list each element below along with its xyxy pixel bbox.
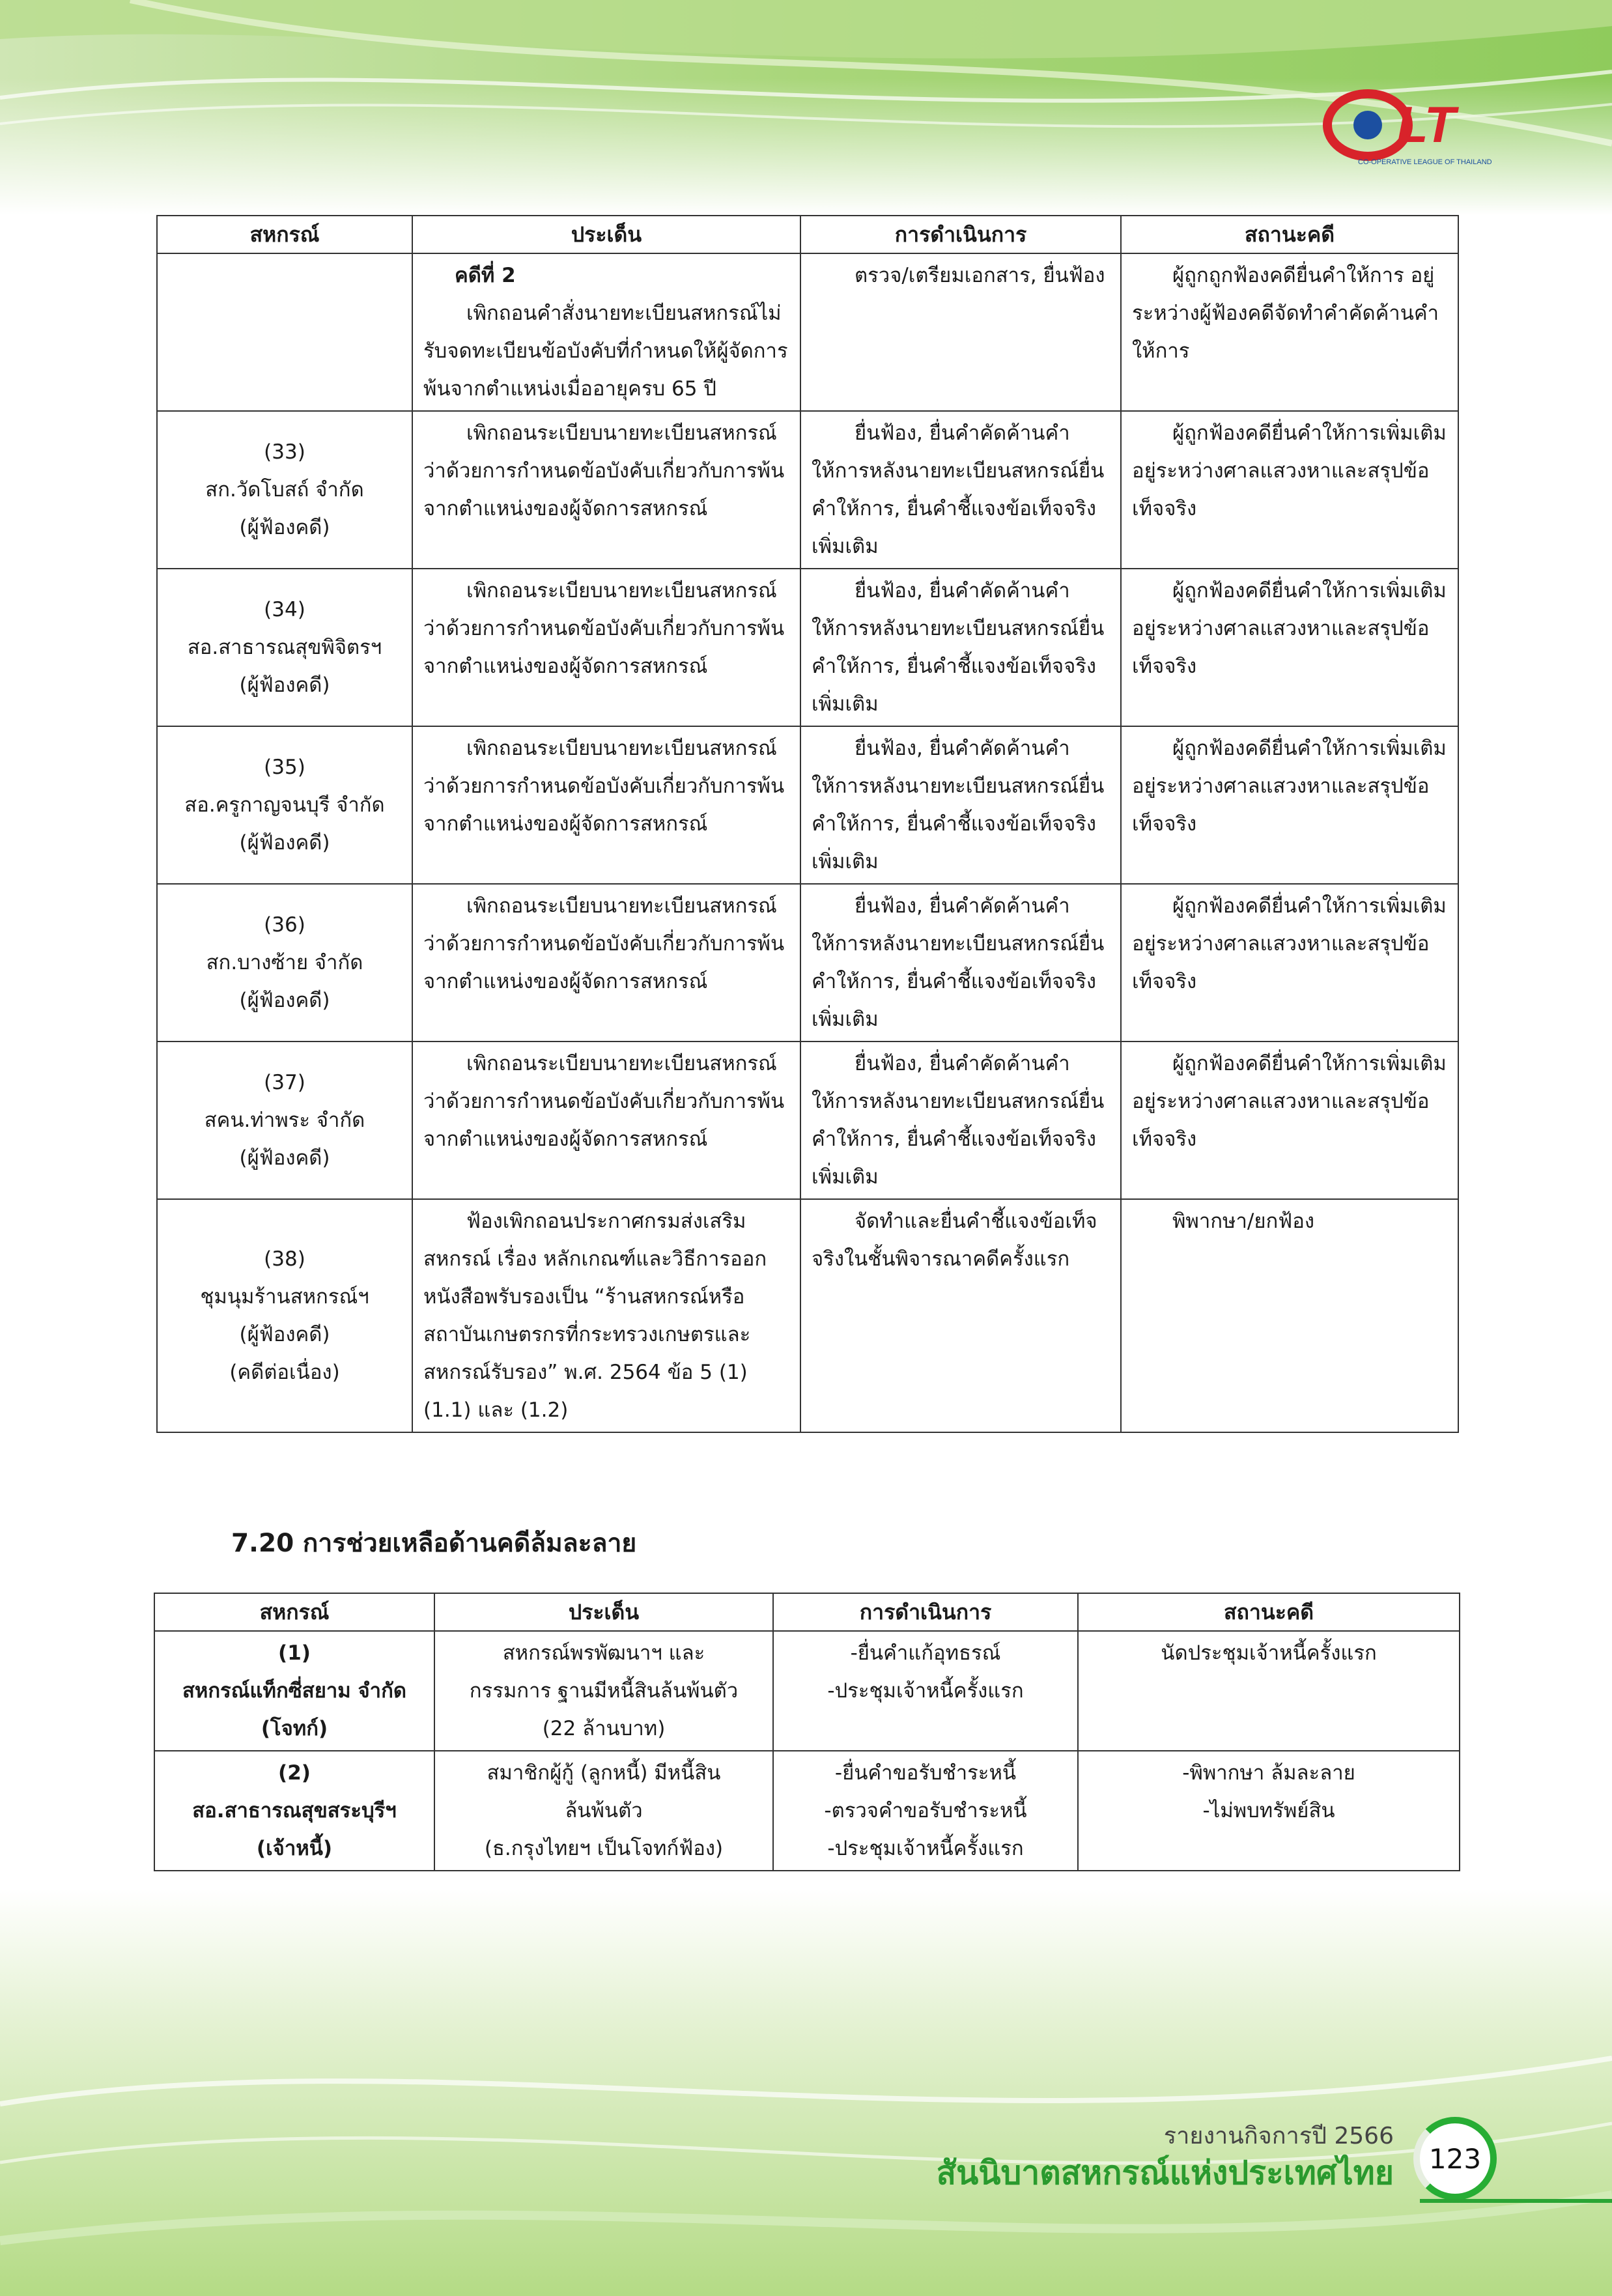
coop-line: สอ.สาธารณสุขสระบุรีฯ xyxy=(192,1799,397,1822)
issue-text: เพิกถอนระเบียบนายทะเบียนสหกรณ์ว่าด้วยการกำหนดข้อบังคับเกี่ยวกับการพ้นจากตำแหน่งของผู้จัดการสหกรณ์ xyxy=(423,1052,785,1151)
cell-action xyxy=(800,884,1121,1042)
cell-coop xyxy=(154,1751,434,1871)
coop-line: (38) xyxy=(264,1247,305,1271)
cell-issue xyxy=(434,1631,773,1751)
cell-issue xyxy=(412,726,800,884)
table-row xyxy=(157,884,1458,1042)
issue-text: ฟ้องเพิกถอนประกาศกรมส่งเสริมสหกรณ์ เรื่อง หลักเกณฑ์และวิธีการออกหนังสือพรับรองเป็น “ร้านสหกรณ์หรือสถาบันเกษตรกรที่กระทรวงเกษตรและสหกรณ์รับรอง” พ.ศ. 2564 ข้อ 5 (1) (1.1) และ (1.2) xyxy=(423,1210,767,1422)
action-line: -ตรวจคำขอรับชำระหนี้ xyxy=(824,1799,1027,1822)
action-text: ยื่นฟ้อง, ยื่นคำคัดค้านคำให้การหลังนายทะเบียนสหกรณ์ยื่นคำให้การ, ยื่นคำชี้แจงข้อเท็จจริงเพิ่มเติม xyxy=(812,894,1105,1031)
action-line: -ยื่นคำแก้อุทธรณ์ xyxy=(850,1641,1001,1665)
cell-status xyxy=(1121,1042,1458,1199)
action-text: ยื่นฟ้อง, ยื่นคำคัดค้านคำให้การหลังนายทะเบียนสหกรณ์ยื่นคำให้การ, ยื่นคำชี้แจงข้อเท็จจริงเพิ่มเติม xyxy=(812,1052,1105,1189)
section-title: 7.20 การช่วยเหลือด้านคดีล้มละลาย xyxy=(231,1529,637,1558)
coop-line: (เจ้าหนี้) xyxy=(256,1837,333,1860)
cell-issue xyxy=(412,411,800,569)
coop-line: (2) xyxy=(278,1761,311,1785)
cell-action xyxy=(800,1199,1121,1432)
coop-line: (34) xyxy=(264,598,305,621)
cell-issue xyxy=(412,253,800,411)
cell-action xyxy=(800,253,1121,411)
cell-status xyxy=(1121,884,1458,1042)
col-header-status: สถานะคดี xyxy=(1078,1593,1460,1631)
status-line: -พิพากษา ล้มละลาย xyxy=(1182,1761,1355,1785)
action-line: -ประชุมเจ้าหนี้ครั้งแรก xyxy=(827,1837,1024,1860)
col-header-coop: สหกรณ์ xyxy=(154,1593,434,1631)
table-row xyxy=(154,1631,1460,1751)
coop-line: (ผู้ฟ้องคดี) xyxy=(239,1323,330,1346)
table-row xyxy=(154,1751,1460,1871)
cell-status xyxy=(1121,411,1458,569)
table-header-row xyxy=(154,1593,1460,1631)
col-header-status: สถานะคดี xyxy=(1121,216,1458,253)
status-text: ผู้ถูกถูกฟ้องคดียื่นคำให้การ อยู่ระหว่างผู้ฟ้องคดีจัดทำคำคัดค้านคำให้การ xyxy=(1132,264,1439,363)
col-header-coop: สหกรณ์ xyxy=(157,216,412,253)
status-text: ผู้ถูกฟ้องคดียื่นคำให้การเพิ่มเติม อยู่ระหว่างศาลแสวงหาและสรุปข้อเท็จจริง xyxy=(1132,1052,1447,1151)
coop-line: ชุมนุมร้านสหกรณ์ฯ xyxy=(200,1285,369,1309)
coop-line: สคน.ท่าพระ จำกัด xyxy=(204,1109,365,1132)
issue-text: เพิกถอนคำสั่งนายทะเบียนสหกรณ์ไม่รับจดทะเบียนข้อบังคับที่กำหนดให้ผู้จัดการพ้นจากตำแหน่งเมื่ออายุครบ 65 ปี xyxy=(423,302,788,401)
footer-report-year: รายงานกิจการปี 2566 xyxy=(1163,2123,1394,2149)
action-text: ยื่นฟ้อง, ยื่นคำคัดค้านคำให้การหลังนายทะเบียนสหกรณ์ยื่นคำให้การ, ยื่นคำชี้แจงข้อเท็จจริงเพิ่มเติม xyxy=(812,737,1105,873)
coop-line: สก.วัดโบสถ์ จำกัด xyxy=(205,478,364,502)
coop-line: (36) xyxy=(264,913,305,937)
col-header-action: การดำเนินการ xyxy=(773,1593,1078,1631)
cell-status xyxy=(1121,726,1458,884)
action-text: ยื่นฟ้อง, ยื่นคำคัดค้านคำให้การหลังนายทะเบียนสหกรณ์ยื่นคำให้การ, ยื่นคำชี้แจงข้อเท็จจริงเพิ่มเติม xyxy=(812,579,1105,716)
action-line: -ประชุมเจ้าหนี้ครั้งแรก xyxy=(827,1679,1024,1703)
issue-line: (ธ.กรุงไทยฯ เป็นโจทก์ฟ้อง) xyxy=(484,1837,724,1860)
svg-text:LT: LT xyxy=(1397,96,1456,153)
coop-line: (35) xyxy=(264,756,305,779)
action-text: ยื่นฟ้อง, ยื่นคำคัดค้านคำให้การหลังนายทะเบียนสหกรณ์ยื่นคำให้การ, ยื่นคำชี้แจงข้อเท็จจริงเพิ่มเติม xyxy=(812,421,1105,558)
svg-text:CO-OPERATIVE LEAGUE OF THAILAN: CO-OPERATIVE LEAGUE OF THAILAND xyxy=(1358,158,1492,166)
issue-line: (22 ล้านบาท) xyxy=(542,1717,666,1740)
cell-status xyxy=(1078,1631,1460,1751)
cell-coop xyxy=(157,411,412,569)
cell-coop xyxy=(157,1042,412,1199)
page-number: 123 xyxy=(1413,2117,1497,2200)
cell-issue xyxy=(412,1199,800,1432)
cell-action xyxy=(773,1751,1078,1871)
table-row xyxy=(157,411,1458,569)
coop-line: สหกรณ์แท็กซี่สยาม จำกัด xyxy=(182,1679,406,1703)
coop-line: (1) xyxy=(278,1641,311,1665)
cell-status xyxy=(1078,1751,1460,1871)
cell-status xyxy=(1121,1199,1458,1432)
issue-line: สหกรณ์พรพัฒนาฯ และ xyxy=(502,1641,705,1665)
coop-line: (ผู้ฟ้องคดี) xyxy=(239,1146,330,1170)
issue-text: เพิกถอนระเบียบนายทะเบียนสหกรณ์ว่าด้วยการกำหนดข้อบังคับเกี่ยวกับการพ้นจากตำแหน่งของผู้จัดการสหกรณ์ xyxy=(423,894,785,993)
issue-text: เพิกถอนระเบียบนายทะเบียนสหกรณ์ว่าด้วยการกำหนดข้อบังคับเกี่ยวกับการพ้นจากตำแหน่งของผู้จัดการสหกรณ์ xyxy=(423,737,785,836)
col-header-action: การดำเนินการ xyxy=(800,216,1121,253)
table-row xyxy=(157,726,1458,884)
issue-text: เพิกถอนระเบียบนายทะเบียนสหกรณ์ว่าด้วยการกำหนดข้อบังคับเกี่ยวกับการพ้นจากตำแหน่งของผู้จัดการสหกรณ์ xyxy=(423,421,785,520)
status-text: พิพากษา/ยกฟ้อง xyxy=(1172,1210,1314,1233)
coop-line: (37) xyxy=(264,1071,305,1094)
footer-background xyxy=(0,1889,1612,2296)
cell-action xyxy=(800,1042,1121,1199)
table-header-row xyxy=(157,216,1458,253)
coop-line: สก.บางซ้าย จำกัด xyxy=(206,951,363,974)
cell-action xyxy=(800,411,1121,569)
cell-coop xyxy=(157,569,412,726)
action-text: จัดทำและยื่นคำชี้แจงข้อเท็จจริงในชั้นพิจารณาคดีครั้งแรก xyxy=(812,1210,1097,1271)
status-text: ผู้ถูกฟ้องคดียื่นคำให้การเพิ่มเติม อยู่ระหว่างศาลแสวงหาและสรุปข้อเท็จจริง xyxy=(1132,894,1447,993)
cell-coop xyxy=(157,884,412,1042)
cell-issue xyxy=(412,569,800,726)
status-text: ผู้ถูกฟ้องคดียื่นคำให้การเพิ่มเติม อยู่ระหว่างศาลแสวงหาและสรุปข้อเท็จจริง xyxy=(1132,579,1447,678)
bankruptcy-cases-table xyxy=(154,1593,1460,1871)
table-row xyxy=(157,1042,1458,1199)
action-text: ตรวจ/เตรียมเอกสาร, ยื่นฟ้อง xyxy=(855,264,1105,287)
coop-line: (โจทก์) xyxy=(261,1717,328,1740)
footer-organization: สันนิบาตสหกรณ์แห่งประเทศไทย xyxy=(936,2154,1394,2192)
status-text: ผู้ถูกฟ้องคดียื่นคำให้การเพิ่มเติม อยู่ระหว่างศาลแสวงหาและสรุปข้อเท็จจริง xyxy=(1132,421,1447,520)
cell-coop xyxy=(157,1199,412,1432)
table-row xyxy=(157,253,1458,411)
coop-line: สอ.ครูกาญจนบุรี จำกัด xyxy=(184,793,385,817)
status-text: ผู้ถูกฟ้องคดียื่นคำให้การเพิ่มเติม อยู่ระหว่างศาลแสวงหาและสรุปข้อเท็จจริง xyxy=(1132,737,1447,836)
coop-line: สอ.สาธารณสุขพิจิตรฯ xyxy=(187,636,382,659)
cell-status xyxy=(1121,253,1458,411)
clt-logo xyxy=(1319,85,1521,169)
issue-line: กรรมการ ฐานมีหนี้สินล้นพ้นตัว xyxy=(469,1679,739,1703)
cell-status xyxy=(1121,569,1458,726)
coop-line: (ผู้ฟ้องคดี) xyxy=(239,831,330,855)
cell-issue xyxy=(412,1042,800,1199)
cell-action xyxy=(800,569,1121,726)
cell-action xyxy=(773,1631,1078,1751)
case-label: คดีที่ 2 xyxy=(455,264,516,287)
cell-coop xyxy=(157,253,412,411)
coop-line: (ผู้ฟ้องคดี) xyxy=(239,673,330,697)
status-line: นัดประชุมเจ้าหนี้ครั้งแรก xyxy=(1161,1641,1377,1665)
col-header-issue: ประเด็น xyxy=(412,216,800,253)
cell-issue xyxy=(434,1751,773,1871)
cell-coop xyxy=(154,1631,434,1751)
coop-line: (33) xyxy=(264,440,305,464)
issue-line: สมาชิกผู้กู้ (ลูกหนี้) มีหนี้สิน xyxy=(487,1761,721,1785)
cell-issue xyxy=(412,884,800,1042)
coop-line: (ผู้ฟ้องคดี) xyxy=(239,516,330,539)
issue-text: เพิกถอนระเบียบนายทะเบียนสหกรณ์ว่าด้วยการกำหนดข้อบังคับเกี่ยวกับการพ้นจากตำแหน่งของผู้จัดการสหกรณ์ xyxy=(423,579,785,678)
cell-action xyxy=(800,726,1121,884)
col-header-issue: ประเด็น xyxy=(434,1593,773,1631)
issue-line: ล้นพ้นตัว xyxy=(565,1799,643,1822)
legal-cases-table xyxy=(156,215,1459,1433)
coop-line: (คดีต่อเนื่อง) xyxy=(229,1361,340,1384)
action-line: -ยื่นคำขอรับชำระหนี้ xyxy=(834,1761,1017,1785)
table-row xyxy=(157,1199,1458,1432)
status-line: -ไม่พบทรัพย์สิน xyxy=(1202,1799,1335,1822)
coop-line: (ผู้ฟ้องคดี) xyxy=(239,989,330,1012)
footer-line xyxy=(1420,2199,1612,2203)
cell-coop xyxy=(157,726,412,884)
table-row xyxy=(157,569,1458,726)
